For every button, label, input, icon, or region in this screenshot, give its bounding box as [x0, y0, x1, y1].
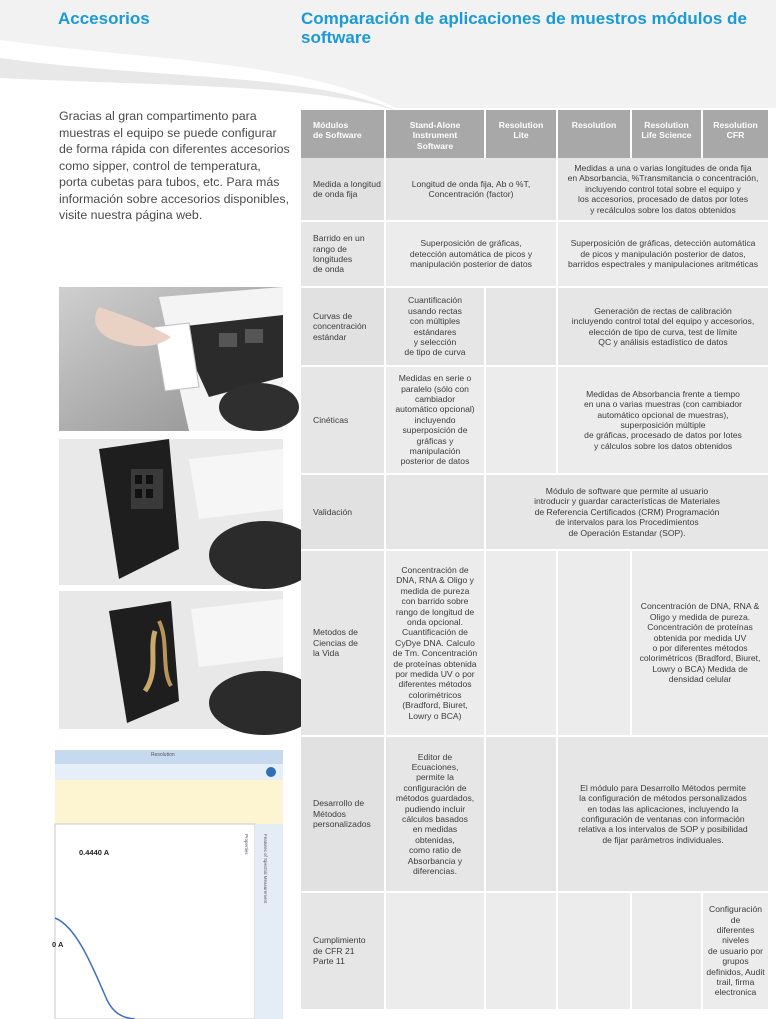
table-cell-empty: [485, 366, 557, 474]
table-header-row: [301, 110, 769, 158]
table-cell-empty: [557, 892, 631, 1010]
table-cell-empty: [485, 736, 557, 892]
row-label: Barrido en un rango de longitudes de onda: [301, 221, 385, 287]
table-cell-empty: [485, 287, 557, 366]
screenshot-window-title: Resolution: [151, 752, 175, 758]
table-row: [301, 736, 769, 892]
row-label: Cinéticas: [301, 366, 385, 474]
table-cell: Longitud de onda fija, Ab o %T, Concentración (factor): [385, 158, 557, 221]
header-stand-alone: Stand-Alone Instrument Software: [385, 110, 485, 158]
table-cell-empty: [631, 892, 702, 1010]
table-cell: Superposición de gráficas, detección automática de picos y manipulación posterior de datos: [385, 221, 557, 287]
table-cell: Medidas de Absorbancia frente a tiempo en una o varias muestras (con cambiador automático opcional de muestras), superposición múltiple de gráficas, procesado de datos por lotes y cálculos sobre los datos obtenidos: [557, 366, 769, 474]
table-row: [301, 366, 769, 474]
table-cell-empty: [485, 550, 557, 736]
screenshot-side-panel-title: Properties: [244, 834, 249, 855]
photo-tube-holder: [59, 591, 283, 729]
screenshot-reading-2: 0 A: [52, 940, 64, 949]
table-cell: Generación de rectas de calibración incluyendo control total del equipo y accesorios, elección de tipo de curva, test de límite QC y análisis estadístico de datos: [557, 287, 769, 366]
row-label: Medida a longitud de onda fija: [301, 158, 385, 221]
screenshot-side-panel-subtitle: Features of Spectral Measurement: [263, 834, 268, 904]
table-cell: Superposición de gráficas, detección automática de picos y manipulación posterior de datos, barridos espectrales y manipulaciones aritméticas: [557, 221, 769, 287]
table-row: [301, 892, 769, 1010]
table-cell-empty: [485, 892, 557, 1010]
header-resolution-lite: Resolution Lite: [485, 110, 557, 158]
software-screenshot: [52, 750, 283, 1019]
table-cell: Configuración de diferentes niveles de usuario por grupos definidos, Audit trail, firma electronica: [702, 892, 769, 1010]
table-cell: Módulo de software que permite al usuario introducir y guardar características de Materiales de Referencia Certificados (CRM) Programación de intervalos para los Procedimientos de Operación Estandar (SOP).: [485, 474, 769, 550]
table-row: [301, 287, 769, 366]
row-label: Cumplimiento de CFR 21 Parte 11: [301, 892, 385, 1010]
photo-accessory-insert: [59, 287, 283, 431]
table-row: [301, 550, 769, 736]
table-cell: Concentración de DNA, RNA & Oligo y medida de pureza. Concentración de proteínas obtenida por medida UV o por diferentes métodos colorimétricos (Bradford, Biuret, Lowry o BCA) Medida de densidad celular: [631, 550, 769, 736]
table-row: [301, 158, 769, 221]
table-cell: Concentración de DNA, RNA & Oligo y medida de pureza con barrido sobre rango de longitud de onda opcional. Cuantificación de CyDye DNA. Calculo de Tm. Concentración de proteínas obtenida por medida UV o por diferentes métodos colorimétricos (Bradford, Biuret, Lowry o BCA): [385, 550, 485, 736]
row-label: Desarrollo de Métodos personalizados: [301, 736, 385, 892]
row-label: Curvas de concentración estándar: [301, 287, 385, 366]
table-cell: Editor de Ecuaciones, permite la configuración de métodos guardados, pudiendo incluir cálculos basados en medidas obtenidas, como ratio de Absorbancia y diferencias.: [385, 736, 485, 892]
photo-cuvette-holder: [59, 439, 283, 585]
screenshot-reading-1: 0.4440 A: [79, 848, 110, 857]
header-modules: Módulos de Software: [301, 110, 385, 158]
comparison-table: [301, 110, 770, 1011]
header-resolution-life-science: Resolution Life Science: [631, 110, 702, 158]
table-cell: Medidas a una o varias longitudes de onda fija en Absorbancia, %Transmitancia o concentración, incluyendo control total sobre el equipo y los accesorios, procesado de datos por lotes y recálculos sobre los datos obtenidos: [557, 158, 769, 221]
row-label: Metodos de Ciencias de la Vida: [301, 550, 385, 736]
table-cell-empty: [385, 474, 485, 550]
table-row: [301, 474, 769, 550]
header-resolution-cfr: Resolution CFR: [702, 110, 769, 158]
table-cell-empty: [385, 892, 485, 1010]
intro-paragraph: Gracias al gran compartimento para muestras el equipo se puede configurar de forma rápida con diferentes accesorios como sipper, control de temperatura, porta cubetas para tubos, etc. Para más información sobre accesorios disponibles, visite nuestra página web.: [59, 109, 290, 222]
accessories-title: Accesorios: [58, 9, 150, 28]
table-cell: Cuantificación usando rectas con múltiples estándares y selección de tipo de curva: [385, 287, 485, 366]
table-row: [301, 221, 769, 287]
header-resolution: Resolution: [557, 110, 631, 158]
table-cell: Medidas en serie o paralelo (sólo con cambiador automático opcional) incluyendo superposición de gráficas y manipulación posterior de datos: [385, 366, 485, 474]
table-cell-empty: [557, 550, 631, 736]
row-label: Validación: [301, 474, 385, 550]
table-cell: El módulo para Desarrollo Métodos permite la configuración de métodos personalizados en todas las aplicaciones, incluyendo la configuración de ventanas con información relativa a los intervalos de SOP y posibilidad de fijar parámetros individuales.: [557, 736, 769, 892]
comparison-title: Comparación de aplicaciones de muestros módulos de software: [301, 9, 747, 47]
